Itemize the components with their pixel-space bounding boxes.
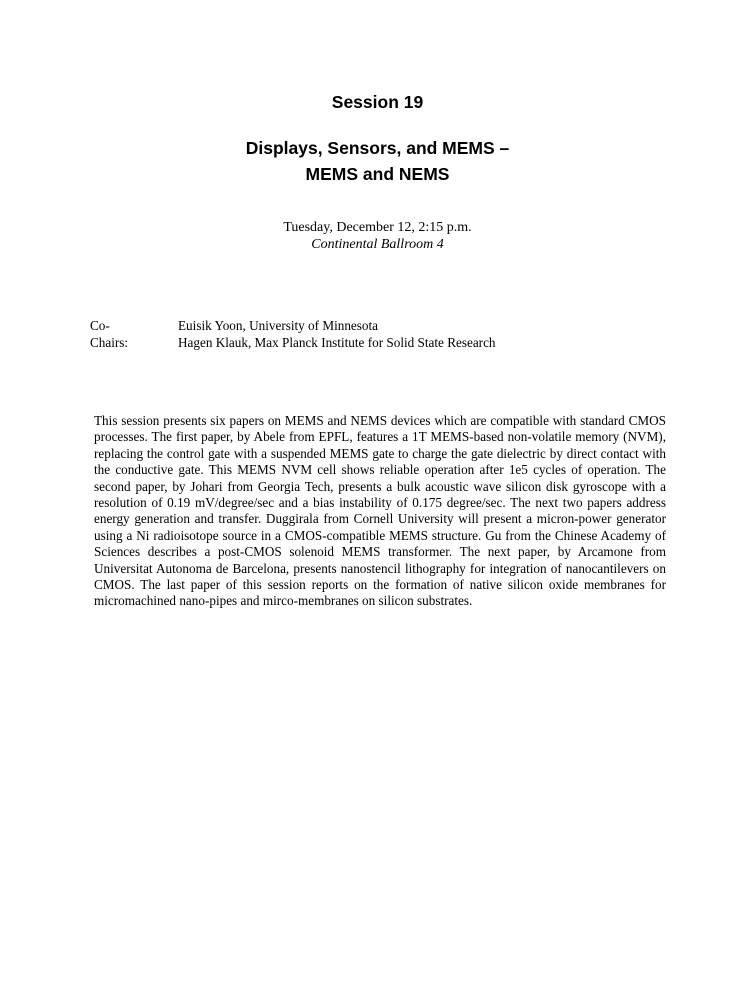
session-heading: [0, 135, 755, 187]
session-heading-line-1: Displays, Sensors, and MEMS –: [245, 138, 510, 158]
session-title: Session 19: [331, 92, 424, 112]
co-chairs-label: Co-Chairs:: [90, 318, 129, 350]
session-abstract: This session presents six papers on MEMS and NEMS devices which are compatible with standard CMOS processes. The first paper, by Abele from EPFL, features a 1T MEMS-based non-volatile memory (NVM), replacing the control gate with a suspended MEMS gate to charge the gate dielectric by direct contact with the conductive gate. This MEMS NVM cell shows reliable operation after 1e5 cycles of operation. The second paper, by Johari from Georgia Tech, presents a bulk acoustic wave silicon disk gyroscope with a resolution of 0.19 mV/degree/sec and a bias instability of 0.175 degree/sec. The next two papers address energy generation and transfer. Duggirala from Cornell University will present a micron-power generator using a Ni radioisotope source in a CMOS-compatible MEMS structure. Gu from the Chinese Academy of Sciences describes a post-CMOS solenoid MEMS transformer. The next paper, by Arcamone from Universitat Autonoma de Barcelona, presents nanostencil lithography for integration of nanocantilevers on CMOS. The last paper of this session reports on the formation of native silicon oxide membranes for micromachined nano-pipes and mirco-membranes on silicon substrates.: [94, 413, 666, 609]
co-chair-name: Hagen Klauk, Max Planck Institute for Solid State Research: [178, 334, 496, 350]
co-chairs-list: [178, 318, 496, 351]
session-datetime: Tuesday, December 12, 2:15 p.m.: [283, 220, 472, 235]
session-meta: [0, 219, 755, 253]
session-location: Continental Ballroom 4: [311, 237, 444, 252]
session-heading-line-2: MEMS and NEMS: [305, 164, 450, 184]
co-chair-name: Euisik Yoon, University of Minnesota: [178, 318, 379, 333]
